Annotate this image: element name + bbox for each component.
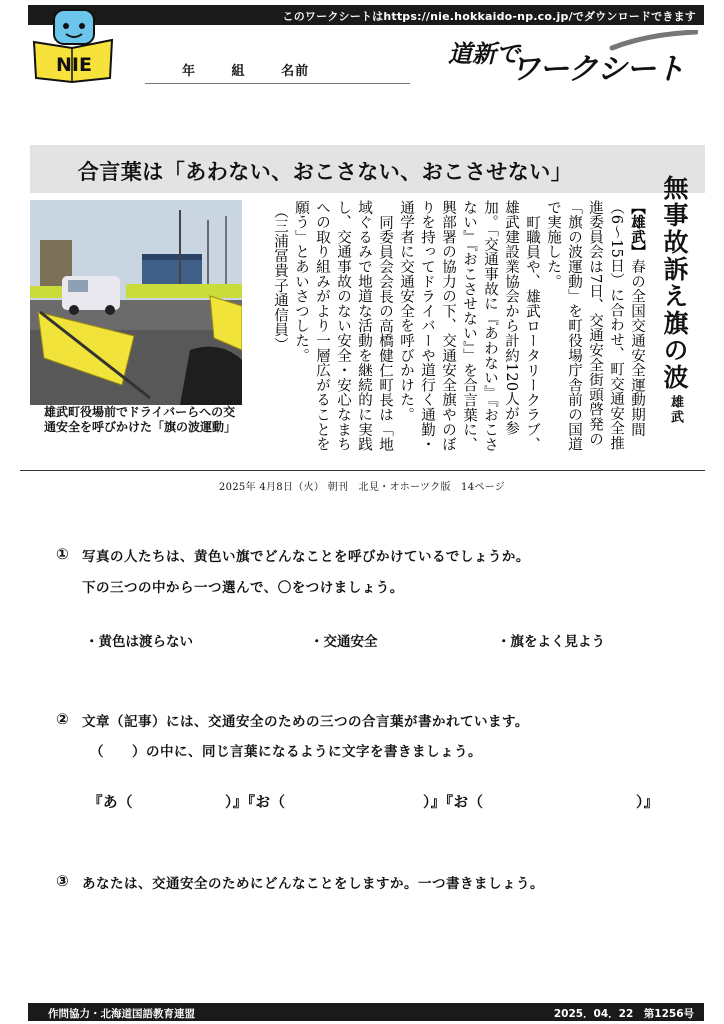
- class-label: 組: [231, 64, 246, 79]
- newspaper-source: 2025年 4月8日（火） 朝刊 北見・オホーツク版 14ページ: [218, 482, 506, 493]
- doshin-worksheet-brand: [448, 30, 698, 87]
- question-1-line-1: 写真の人たちは、黄色い旗でどんなことを呼びかけているでしょうか。: [82, 549, 530, 565]
- answer-option-2[interactable]: ・交通安全: [310, 634, 378, 650]
- article-paragraph-2: 町職員や、雄武ロータリークラブ、雄武建設業協会から計約120人が参加。「交通事故に『あわない』『おこさない』『おこさせない』」を合言葉に、興部署の協力の下、交通安全旗やのぼりを持ってドライバーや道行く通勤・通学者に交通安全を呼びかけた。: [398, 200, 540, 452]
- article-dateline: 【雄武】: [629, 200, 645, 260]
- blank-o1-open: ）』『お（: [225, 795, 286, 811]
- student-fields: [182, 60, 339, 79]
- article-paragraph-1: [542, 200, 647, 455]
- question-2-line-1: 文章（記事）には、交通安全のための三つの合言葉が書かれています。: [82, 714, 529, 730]
- download-banner: このワークシートはhttps://nie.hokkaido-np.co.jp/でダウンロードできます: [28, 5, 704, 25]
- question-1: [56, 545, 530, 596]
- footer-bar: [28, 1003, 704, 1021]
- blank-o2-open: ）』『お（: [423, 795, 484, 811]
- photo-caption: 雄武町役場前でドライバーらへの交通安全を呼びかけた「旗の波運動」: [44, 405, 237, 434]
- article-body: [262, 200, 647, 455]
- question-1-line-2: 下の三つの中から一つ選んで、〇をつけましょう。: [82, 580, 404, 596]
- question-2: [56, 710, 529, 760]
- article-paragraph-1-text: 春の全国交通安全運動期間（6～15日）に合わせ、町交通安全推進委員会は7日、交通安全街頭啓発の「旗の波運動」を町役場庁舎前の国道で実施した。: [545, 200, 645, 452]
- answer-option-1[interactable]: ・黄色は渡らない: [85, 634, 193, 650]
- question-1-number: ①: [56, 545, 70, 563]
- answer-option-3[interactable]: ・旗をよく見よう: [497, 634, 605, 650]
- blank-close: ）』: [636, 795, 659, 811]
- question-2-number: ②: [56, 710, 70, 728]
- headline: 合言葉は「あわない、おこさない、おこさせない」: [77, 160, 573, 184]
- nie-mascot-logo: [30, 8, 116, 84]
- question-3-number: ③: [56, 872, 70, 890]
- question-3-line-1: あなたは、交通安全のためにどんなことをしますか。一つ書きましょう。: [82, 876, 544, 892]
- footer-credit: 作問協力・北海道国語教育連盟: [48, 1008, 195, 1020]
- article-title: 無事故訴え旗の波: [660, 175, 689, 391]
- year-label: 年: [182, 64, 197, 79]
- nie-logo-text: NIE: [56, 54, 92, 76]
- footer-issue: 2025．04．22 第1256号: [553, 1008, 694, 1020]
- article-divider: [20, 470, 705, 471]
- brand-big-text: ワークシート: [510, 52, 684, 87]
- article-author: （三浦冨貴子通信員）: [272, 204, 288, 352]
- blank-a-open: 『あ（: [88, 795, 133, 811]
- question-3: [56, 872, 544, 892]
- article-photo: [30, 200, 242, 405]
- name-label: 名前: [281, 64, 310, 79]
- question-2-line-2: （ ）の中に、同じ言葉になるように文字を書きましょう。: [90, 744, 482, 760]
- brand-small-text: 道新で: [448, 39, 520, 68]
- article-paragraph-3: 同委員会会長の高橋健仁町長は「地域ぐるみで地道な活動を継続的に実践し、交通事故のない安全・安心なまちへの取り組みがより一層広がることを願う」とあいさつした。: [293, 200, 393, 452]
- article-place: 雄武: [668, 395, 683, 425]
